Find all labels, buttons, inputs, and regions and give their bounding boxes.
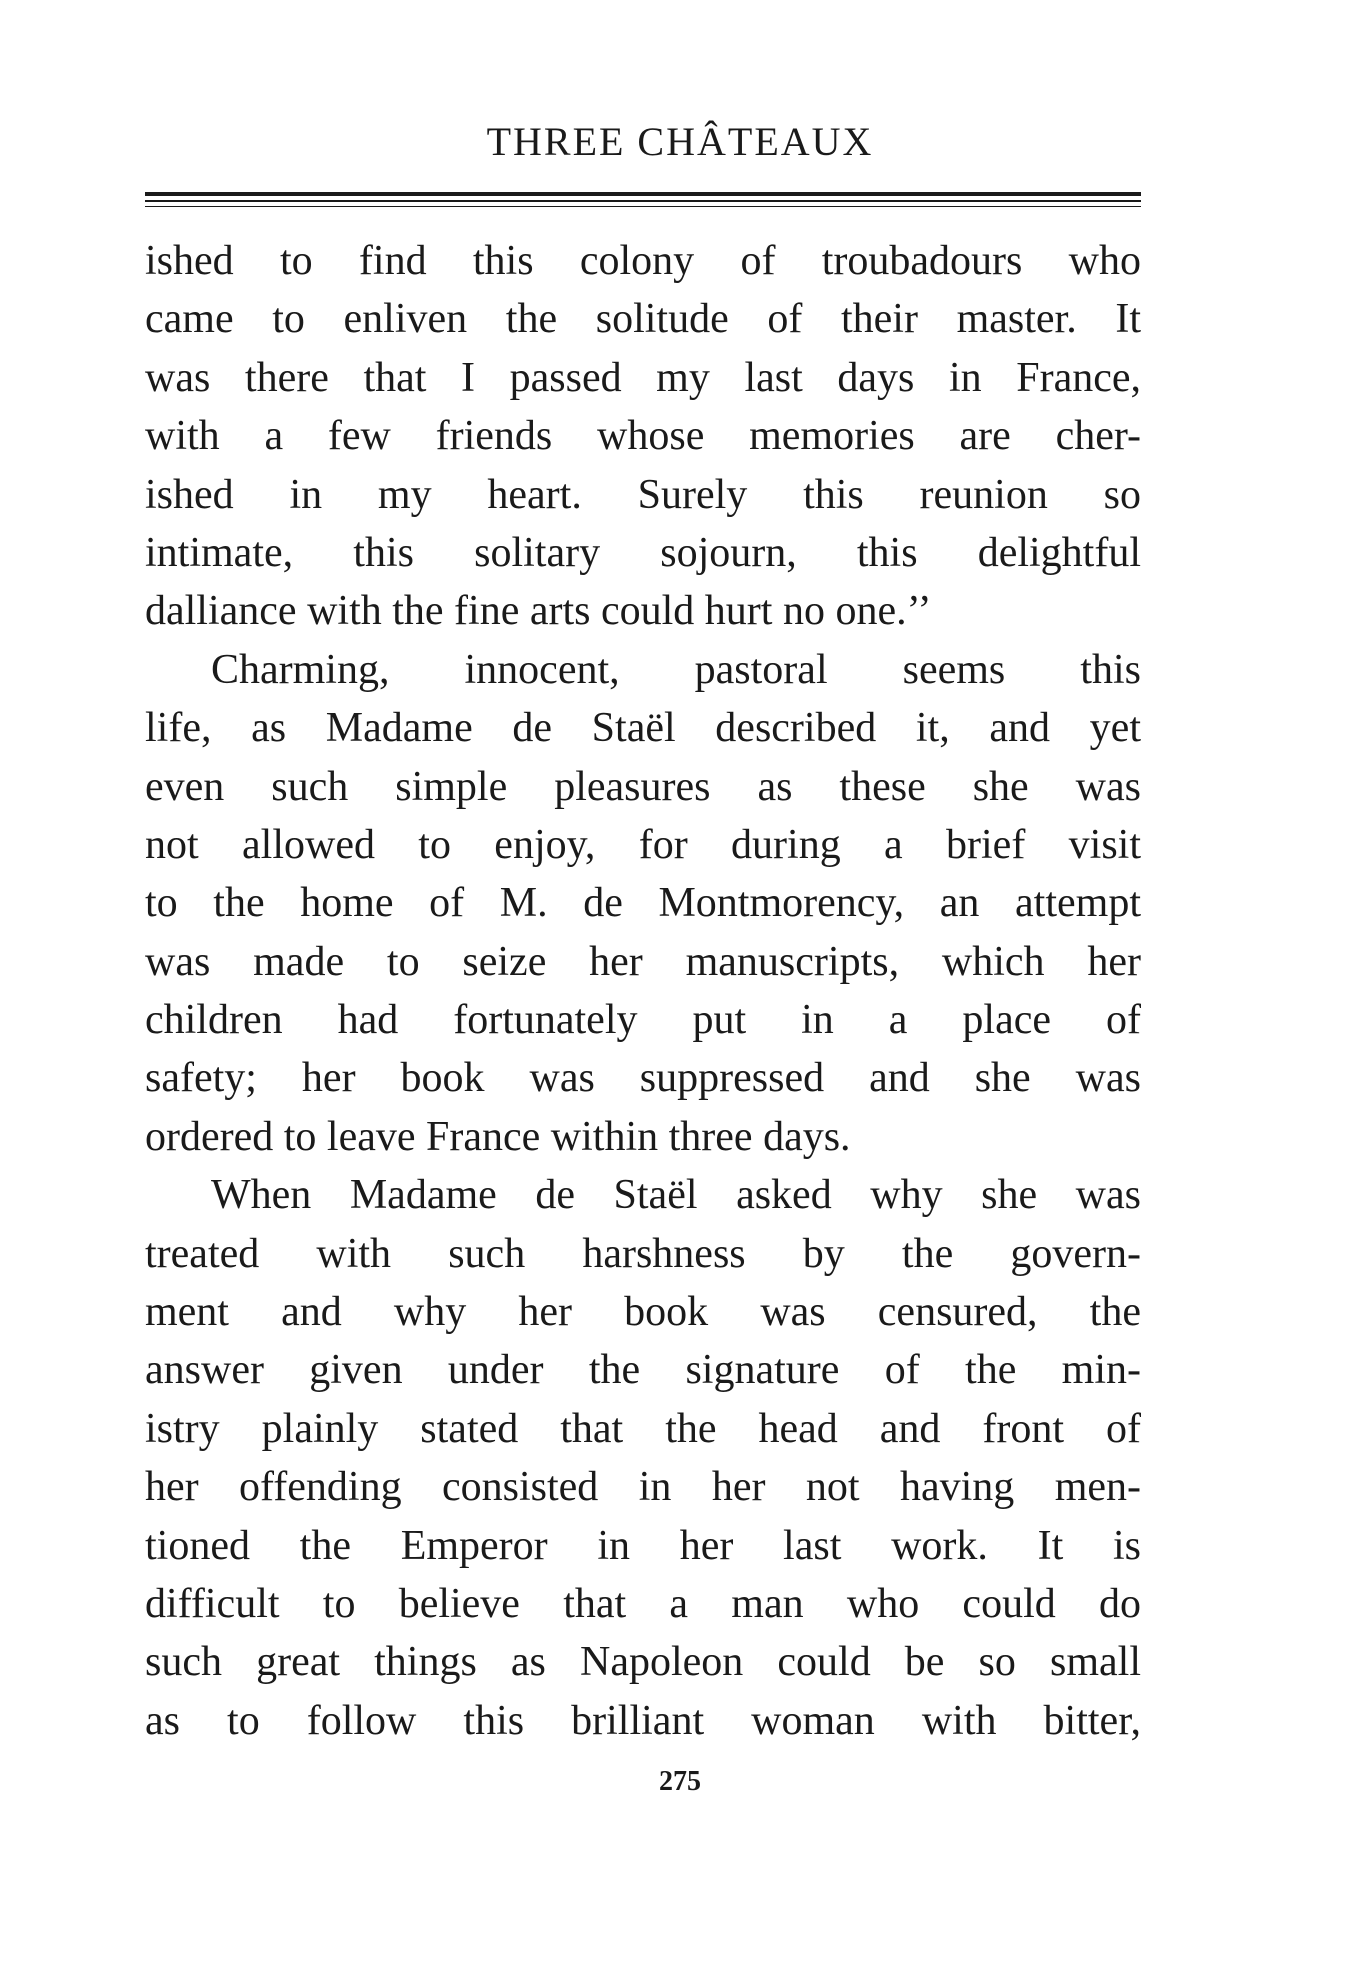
text-line: children had fortunately put in a place of — [145, 997, 1141, 1044]
text-line: was made to seize her manuscripts, which her — [145, 938, 1141, 985]
header-rule-middle — [145, 200, 1141, 202]
text-line: dalliance with the fine arts could hurt no one.’’ — [145, 588, 932, 635]
text-line: ished to find this colony of troubadours who — [145, 238, 1141, 284]
text-line: to the home of M. de Montmorency, an attempt — [145, 880, 1141, 927]
text-line: as to follow this brilliant woman with bitter, — [145, 1697, 1141, 1744]
text-line: treated with such harshness by the govern- — [145, 1230, 1141, 1277]
text-line: even such simple pleasures as these she was — [145, 763, 1141, 810]
text-line: was there that I passed my last days in France, — [145, 354, 1141, 401]
text-line: istry plainly stated that the head and front of — [145, 1405, 1141, 1452]
text-line: her offending consisted in her not having men- — [145, 1464, 1141, 1511]
text-line: difficult to believe that a man who could do — [145, 1580, 1141, 1627]
text-line: ished in my heart. Surely this reunion so — [145, 471, 1141, 518]
text-line: When Madame de Staël asked why she was — [211, 1172, 1141, 1219]
text-line: life, as Madame de Staël described it, and yet — [145, 705, 1141, 752]
text-line: intimate, this solitary sojourn, this delightful — [145, 529, 1141, 576]
header-rule-thin — [145, 206, 1141, 207]
text-line: with a few friends whose memories are cher- — [145, 413, 1141, 460]
text-line: tioned the Emperor in her last work. It is — [145, 1522, 1141, 1569]
text-line: answer given under the signature of the min- — [145, 1347, 1141, 1394]
text-line: Charming, innocent, pastoral seems this — [211, 646, 1141, 693]
page-number: 275 — [659, 1766, 701, 1797]
text-line: such great things as Napoleon could be so small — [145, 1639, 1141, 1686]
body-text — [145, 232, 1141, 1750]
text-line: not allowed to enjoy, for during a brief visit — [145, 821, 1141, 868]
running-head: THREE CHÂTEAUX — [486, 119, 874, 164]
text-line: came to enliven the solitude of their master. It — [145, 296, 1141, 343]
text-line: ordered to leave France within three days. — [145, 1113, 851, 1160]
header-rule-thick — [145, 192, 1141, 196]
text-line: ment and why her book was censured, the — [145, 1289, 1141, 1336]
text-line: safety; her book was suppressed and she was — [145, 1055, 1141, 1102]
